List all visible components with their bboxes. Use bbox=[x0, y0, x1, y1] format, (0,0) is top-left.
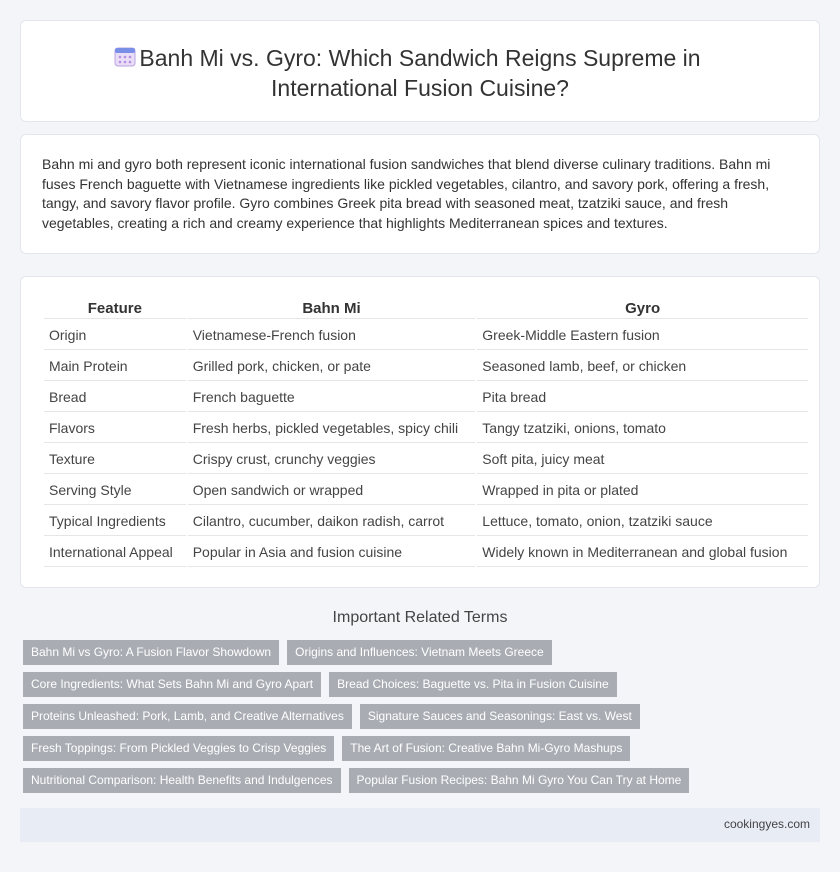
table-row bbox=[44, 352, 808, 381]
tag-row bbox=[23, 736, 823, 761]
page-title bbox=[21, 43, 819, 103]
table-row bbox=[44, 507, 808, 536]
related-term-tag[interactable]: Bahn Mi vs Gyro: A Fusion Flavor Showdown bbox=[23, 640, 279, 665]
table-row bbox=[44, 476, 808, 505]
header-gyro: Gyro bbox=[477, 299, 808, 319]
related-term-tag[interactable]: Popular Fusion Recipes: Bahn Mi Gyro You Can Try at Home bbox=[349, 768, 690, 793]
intro-card bbox=[20, 134, 820, 254]
title-card bbox=[20, 20, 820, 122]
related-term-tag[interactable]: Signature Sauces and Seasonings: East vs. West bbox=[360, 704, 640, 729]
table-row bbox=[44, 538, 808, 567]
table-row bbox=[44, 414, 808, 443]
table-cell: Bread bbox=[44, 383, 186, 412]
comparison-card bbox=[20, 276, 820, 588]
table-cell: Tangy tzatziki, onions, tomato bbox=[477, 414, 808, 443]
related-term-tag[interactable]: The Art of Fusion: Creative Bahn Mi-Gyro Mashups bbox=[342, 736, 630, 761]
table-cell: Vietnamese-French fusion bbox=[188, 321, 476, 350]
related-term-tag[interactable]: Nutritional Comparison: Health Benefits and Indulgences bbox=[23, 768, 341, 793]
table-cell: Typical Ingredients bbox=[44, 507, 186, 536]
table-cell: Crispy crust, crunchy veggies bbox=[188, 445, 476, 474]
tag-row bbox=[23, 672, 823, 697]
page-title-line-2: International Fusion Cuisine? bbox=[271, 75, 569, 101]
related-term-tag[interactable]: Proteins Unleashed: Pork, Lamb, and Creative Alternatives bbox=[23, 704, 352, 729]
tag-row bbox=[23, 768, 823, 793]
related-term-tag[interactable]: Bread Choices: Baguette vs. Pita in Fusion Cuisine bbox=[329, 672, 616, 697]
table-row bbox=[44, 445, 808, 474]
footer-site-link[interactable]: cookingyes.com bbox=[723, 817, 810, 831]
table-row bbox=[44, 321, 808, 350]
table-cell: Texture bbox=[44, 445, 186, 474]
related-term-tag[interactable]: Fresh Toppings: From Pickled Veggies to Crisp Veggies bbox=[23, 736, 334, 761]
tag-row bbox=[23, 640, 823, 665]
table-header-row bbox=[44, 299, 808, 319]
related-term-tag[interactable]: Origins and Influences: Vietnam Meets Greece bbox=[287, 640, 552, 665]
table-cell: Popular in Asia and fusion cuisine bbox=[188, 538, 476, 567]
table-cell: Serving Style bbox=[44, 476, 186, 505]
comparison-table bbox=[42, 297, 810, 569]
page-title-line-1: Banh Mi vs. Gyro: Which Sandwich Reigns Supreme in bbox=[139, 45, 701, 71]
related-terms-list bbox=[23, 640, 823, 800]
table-cell: Fresh herbs, pickled vegetables, spicy chili bbox=[188, 414, 476, 443]
header-bahn-mi: Bahn Mi bbox=[188, 299, 476, 319]
header-feature: Feature bbox=[44, 299, 186, 319]
table-cell: Grilled pork, chicken, or pate bbox=[188, 352, 476, 381]
intro-paragraph: Bahn mi and gyro both represent iconic international fusion sandwiches that blend diverse culinary traditions. Bahn mi fuses French baguette with Vietnamese ingredients like pickled vegetables, cilantro, and savory pork, offering a fresh, tangy, and savory flavor profile. Gyro combines Greek pita bread with seasoned meat, tzatziki sauce, and fresh vegetables, creating a rich and creamy experience that highlights Mediterranean spices and textures. bbox=[42, 156, 771, 231]
table-cell: French baguette bbox=[188, 383, 476, 412]
table-cell: Wrapped in pita or plated bbox=[477, 476, 808, 505]
footer bbox=[20, 808, 820, 842]
table-cell: Pita bread bbox=[477, 383, 808, 412]
table-cell: Main Protein bbox=[44, 352, 186, 381]
table-cell: Greek-Middle Eastern fusion bbox=[477, 321, 808, 350]
table-cell: Origin bbox=[44, 321, 186, 350]
table-cell: Cilantro, cucumber, daikon radish, carrot bbox=[188, 507, 476, 536]
tag-row bbox=[23, 704, 823, 729]
table-cell: International Appeal bbox=[44, 538, 186, 567]
table-cell: Widely known in Mediterranean and global fusion bbox=[477, 538, 808, 567]
related-term-tag[interactable]: Core Ingredients: What Sets Bahn Mi and Gyro Apart bbox=[23, 672, 321, 697]
table-cell: Lettuce, tomato, onion, tzatziki sauce bbox=[477, 507, 808, 536]
table-cell: Soft pita, juicy meat bbox=[477, 445, 808, 474]
table-row bbox=[44, 383, 808, 412]
table-cell: Open sandwich or wrapped bbox=[188, 476, 476, 505]
related-terms-title: Important Related Terms bbox=[332, 609, 508, 626]
table-cell: Seasoned lamb, beef, or chicken bbox=[477, 352, 808, 381]
table-cell: Flavors bbox=[44, 414, 186, 443]
